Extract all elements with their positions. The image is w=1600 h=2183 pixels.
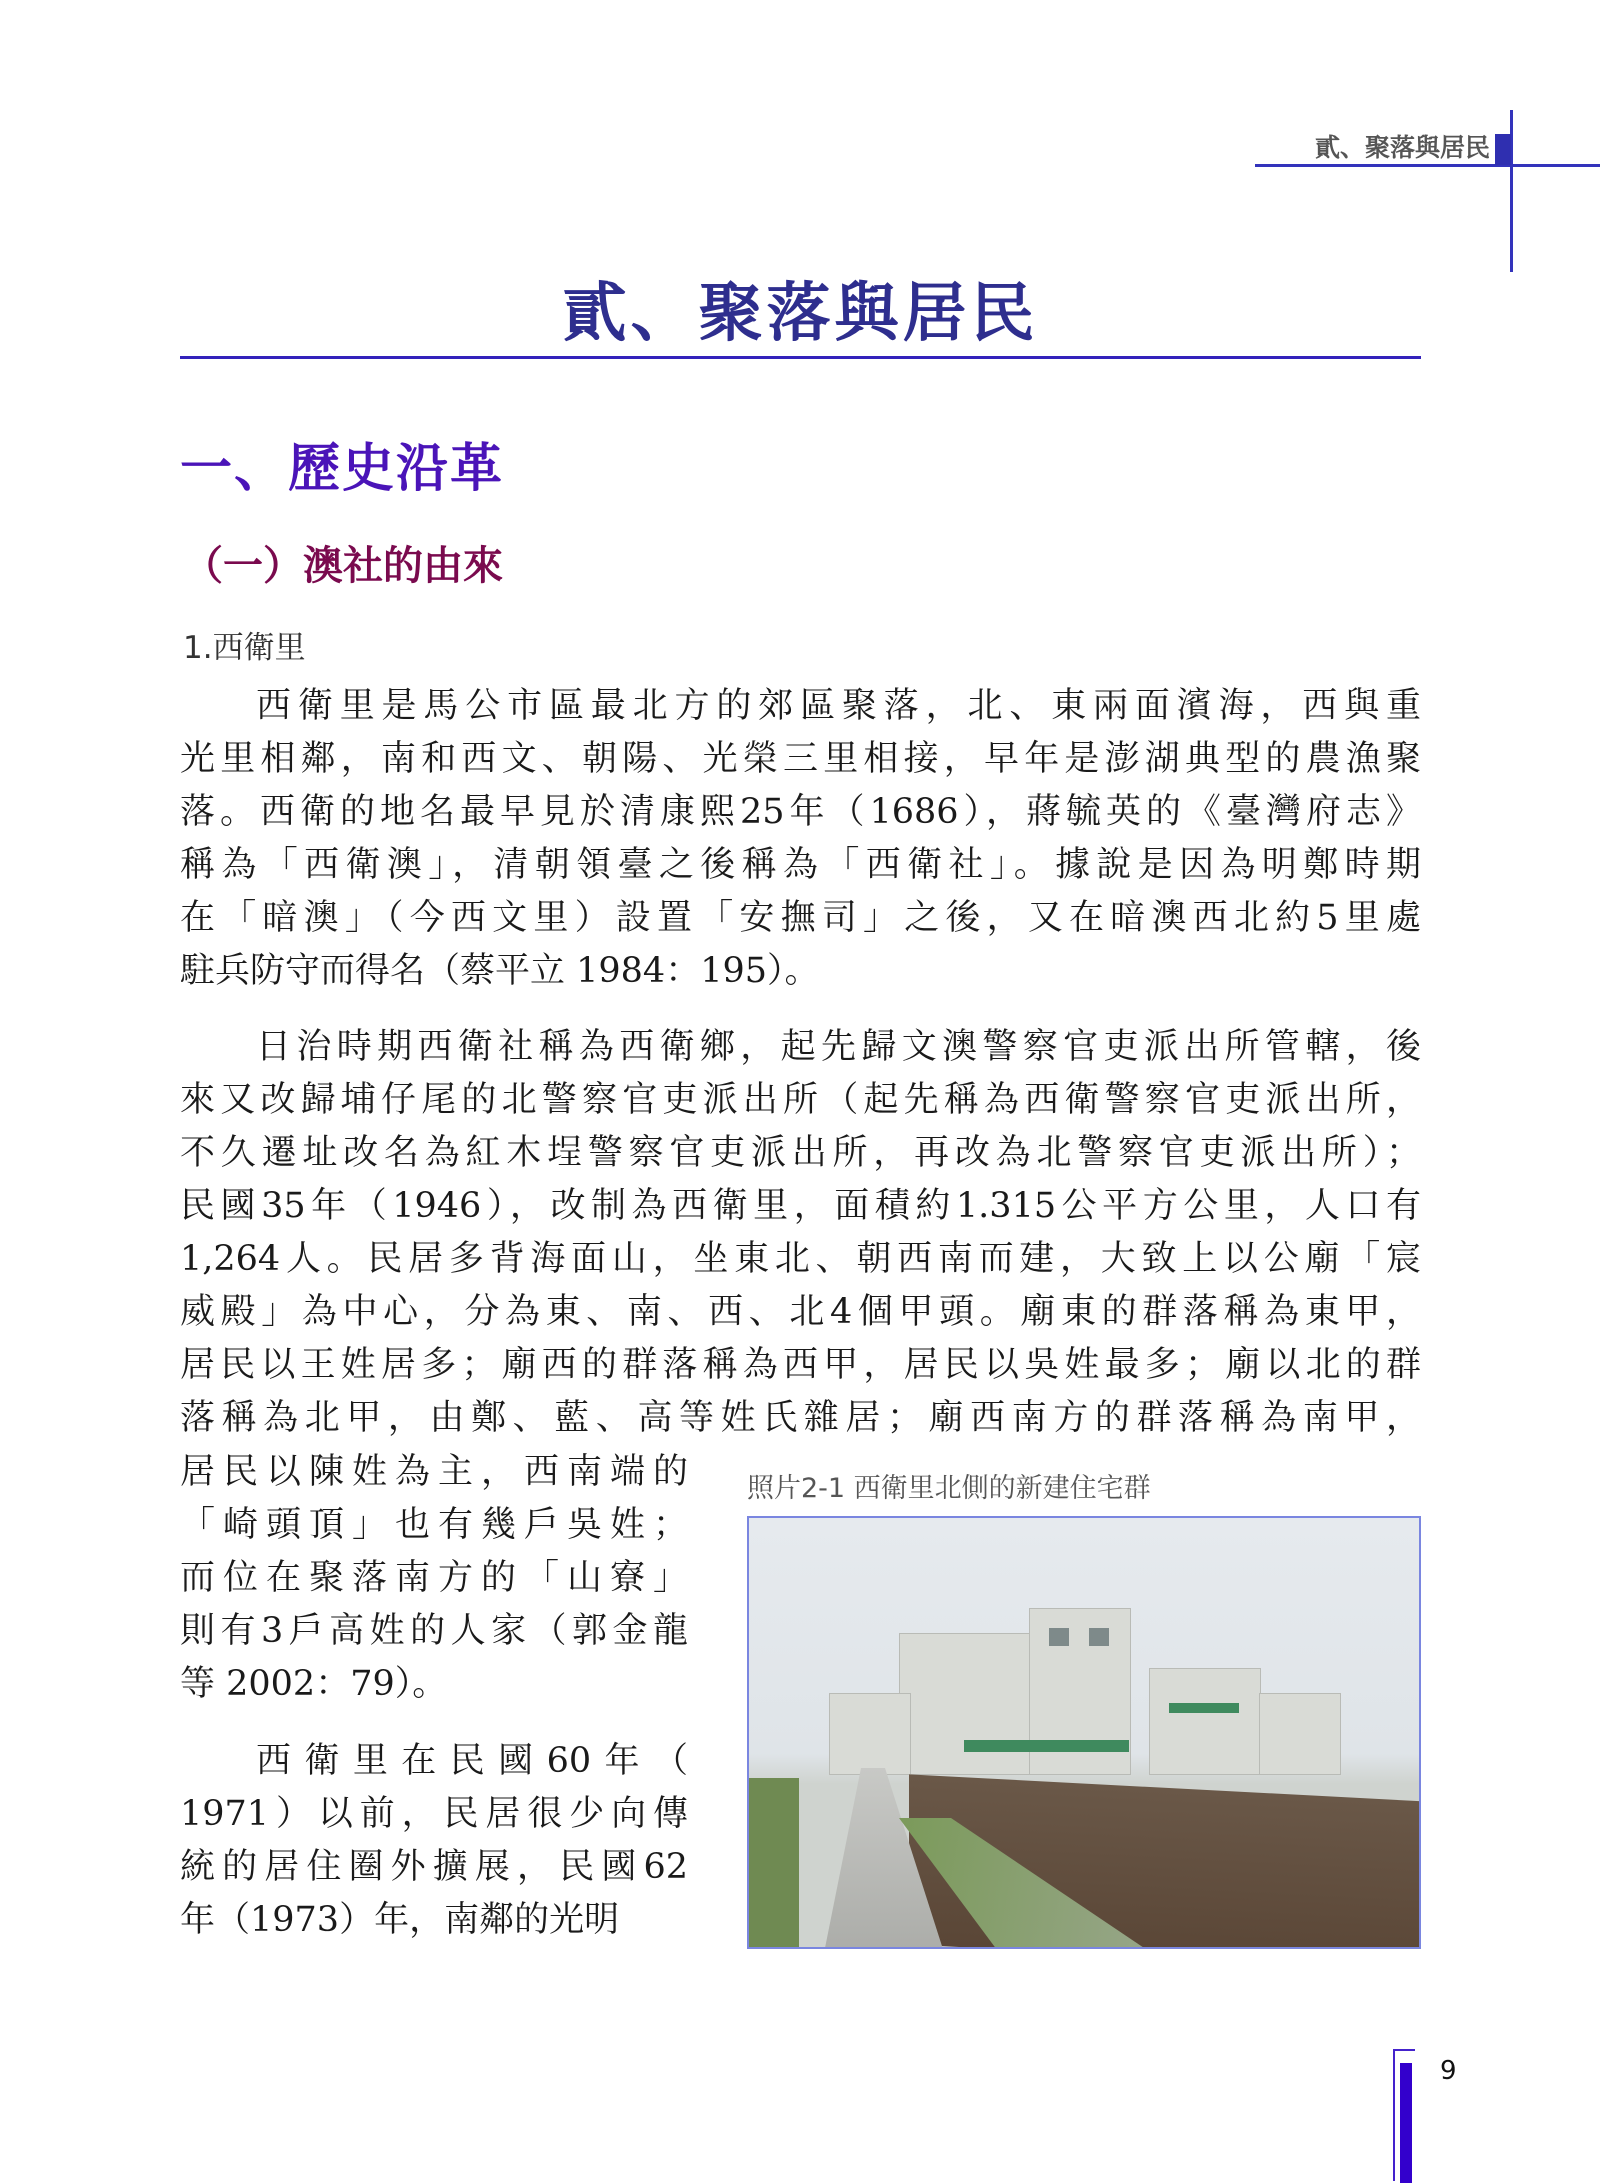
building [829,1693,911,1775]
header-rule [1255,164,1600,167]
grass [749,1778,799,1949]
building [1259,1693,1341,1775]
page-number-bar [1400,2063,1412,2183]
paragraph-2-line: 「崎頭頂」也有幾戶吳姓； [180,1505,688,1545]
item-heading: 1.西衛里 [183,630,306,666]
paragraph-2-line: 而位在聚落南方的「山寮」 [180,1558,688,1598]
page-number: 9 [1440,2056,1457,2086]
paragraph-1-line: 西衛里是馬公市區最北方的郊區聚落，北、東兩面濱海，西與重 [256,686,1421,726]
paragraph-1-line: 光里相鄰，南和西文、朝陽、光榮三里相接，早年是澎湖典型的農漁聚 [180,739,1421,779]
building [1149,1668,1261,1775]
building [899,1633,1031,1775]
paragraph-2-line: 等 2002：79）。 [180,1664,448,1704]
subsection-heading: （一）澳社的由來 [183,543,503,589]
paragraph-2-line: 1,264人。民居多背海面山，坐東北、朝西南而建，大致上以公廟「宸 [180,1239,1421,1279]
running-header: 貳、聚落與居民 [1314,133,1490,162]
paragraph-3-line: 統的居住圈外擴展，民國62 [180,1847,688,1887]
paragraph-2-line: 則有3戶高姓的人家（郭金龍 [180,1611,688,1651]
paragraph-3-line: 西衛里在民國60年（ [256,1741,688,1781]
paragraph-2-line: 不久遷址改名為紅木埕警察官吏派出所，再改為北警察官吏派出所）； [180,1133,1421,1173]
section-heading: 一、歷史沿革 [180,438,505,499]
chapter-title: 貳、聚落與居民 [562,276,1039,351]
paragraph-1-line: 落。西衛的地名最早見於清康熙25年（1686），蔣毓英的《臺灣府志》 [180,792,1421,832]
paragraph-2-line: 民國35年（1946），改制為西衛里，面積約1.315公平方公里，人口有 [180,1186,1421,1226]
paragraph-3-line: 1971）以前，民居很少向傳 [180,1794,688,1834]
paragraph-2-line: 來又改歸埔仔尾的北警察官吏派出所（起先稱為西衛警察官吏派出所， [180,1080,1421,1120]
paragraph-2-line: 威殿」為中心，分為東、南、西、北4個甲頭。廟東的群落稱為東甲， [180,1292,1421,1332]
paragraph-2-line: 居民以陳姓為主，西南端的 [180,1452,688,1492]
paragraph-2-line: 居民以王姓居多；廟西的群落稱為西甲，居民以吳姓最多；廟以北的群 [180,1345,1421,1385]
paragraph-1-line: 在「暗澳」（今西文里）設置「安撫司」之後，又在暗澳西北約5里處 [180,898,1421,938]
paragraph-2-line: 落稱為北甲，由鄭、藍、高等姓氏雜居；廟西南方的群落稱為南甲， [180,1398,1421,1438]
paragraph-2-line: 日治時期西衛社稱為西衛鄉，起先歸文澳警察官吏派出所管轄，後 [256,1027,1421,1067]
title-underline [180,356,1421,359]
header-marker [1495,134,1511,165]
paragraph-3-line: 年（1973）年，南鄰的光明 [180,1900,620,1940]
paragraph-1-line: 駐兵防守而得名（蔡平立 1984：195）。 [180,951,820,991]
paragraph-1-line: 稱為「西衛澳」，清朝領臺之後稱為「西衛社」。據說是因為明鄭時期 [180,845,1421,885]
figure-caption: 照片2-1 西衛里北側的新建住宅群 [747,1473,1151,1504]
photo-new-houses [747,1516,1421,1949]
